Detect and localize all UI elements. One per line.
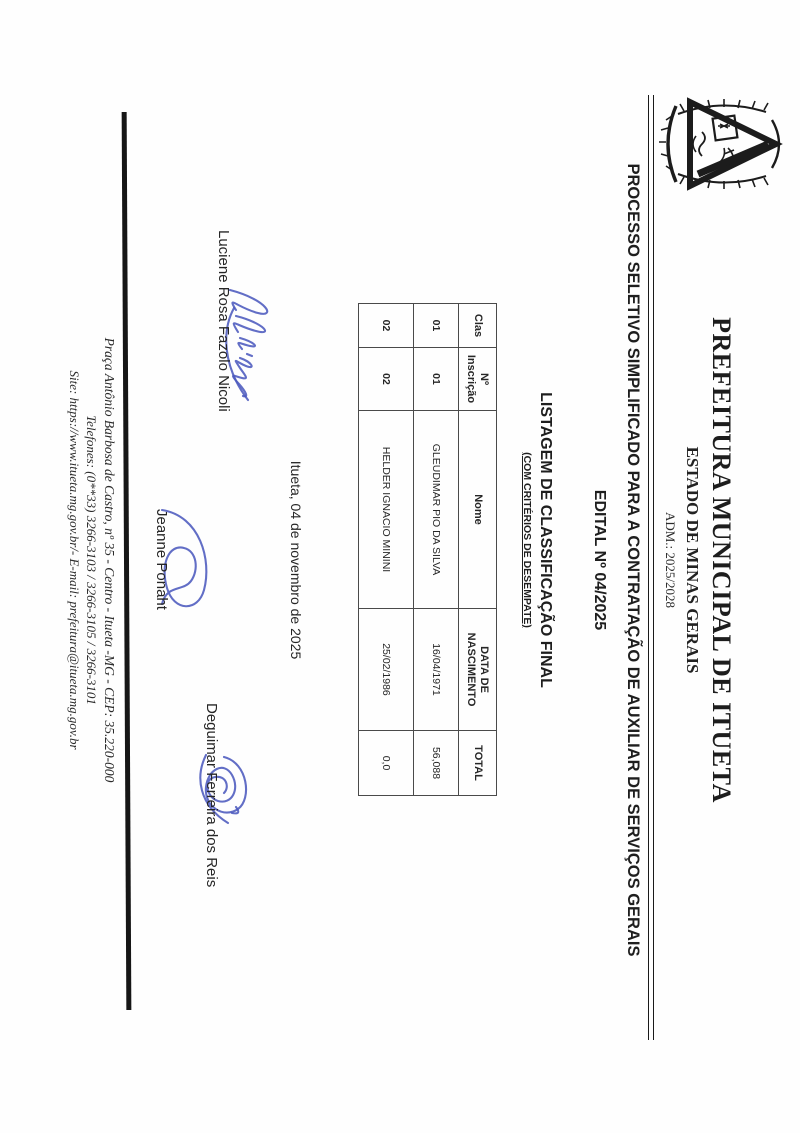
cell-clas: 02: [359, 304, 414, 348]
table-header-row: [459, 304, 497, 796]
header-divider: [648, 95, 654, 1040]
document-title: PROCESSO SELETIVO SIMPLIFICADO PARA A CONTRATAÇÃO DE AUXILIAR DE SERVIÇOS GERAIS: [624, 163, 642, 957]
signatory-name: Deguimar Ferreira dos Reis: [203, 703, 220, 888]
table-row: [414, 304, 459, 796]
listing-subtitle: (COM CRITÉRIOS DE DESEMPATE): [521, 452, 533, 628]
administration-term: ADM.: 2025/2028: [663, 511, 678, 609]
footer-phones: Telefones: (0**33) 3266-3103 / 3266-3105 / 3266-3101: [84, 415, 99, 705]
cell-total: 0,0: [359, 731, 414, 796]
col-header-inscricao: Nº Inscrição: [459, 348, 497, 411]
footer-address: Praça Antônio Barbosa de Castro, nº 35 - Centro - Itueta -MG - CEP: 35.220-000: [102, 337, 117, 783]
signatory-name: Luciene Rosa Fazolo Nicoli: [215, 230, 232, 412]
col-header-clas: Clas: [459, 304, 497, 348]
municipality-name: PREFEITURA MUNICIPAL DE ITUETA: [707, 317, 736, 803]
listing-title: LISTAGEM DE CLASSIFICAÇÃO FINAL: [537, 392, 554, 688]
classification-table: [358, 303, 497, 796]
cell-total: 56,088: [414, 731, 459, 796]
cell-nascimento: 16/04/1971: [414, 609, 459, 731]
footer-site-email: Site: https://www.itueta.mg.gov.br/- E-mail: prefeitura@itueta.mg.gov.br: [67, 370, 82, 750]
date-line: Itueta, 04 de novembro de 2025: [288, 460, 304, 660]
signatory-name: Jeanne Ponaht: [153, 509, 170, 610]
col-header-nome: Nome: [459, 411, 497, 609]
state-name: ESTADO DE MINAS GERAIS: [683, 446, 702, 674]
cell-inscricao: 01: [414, 348, 459, 411]
col-header-total: TOTAL: [459, 731, 497, 796]
col-header-nascimento: DATA DE NASCIMENTO: [459, 609, 497, 731]
table-row: [359, 304, 414, 796]
cell-inscricao: 02: [359, 348, 414, 411]
cell-nome: HELDER IGNACIO MININI: [359, 411, 414, 609]
footer-divider: [122, 112, 131, 1010]
edital-number: EDITAL Nº 04/2025: [591, 489, 608, 631]
cell-nome: GLEUDIMAR PIO DA SILVA: [414, 411, 459, 609]
signature-ink-deguimar: [188, 747, 258, 831]
cell-nascimento: 25/02/1986: [359, 609, 414, 731]
cell-clas: 01: [414, 304, 459, 348]
